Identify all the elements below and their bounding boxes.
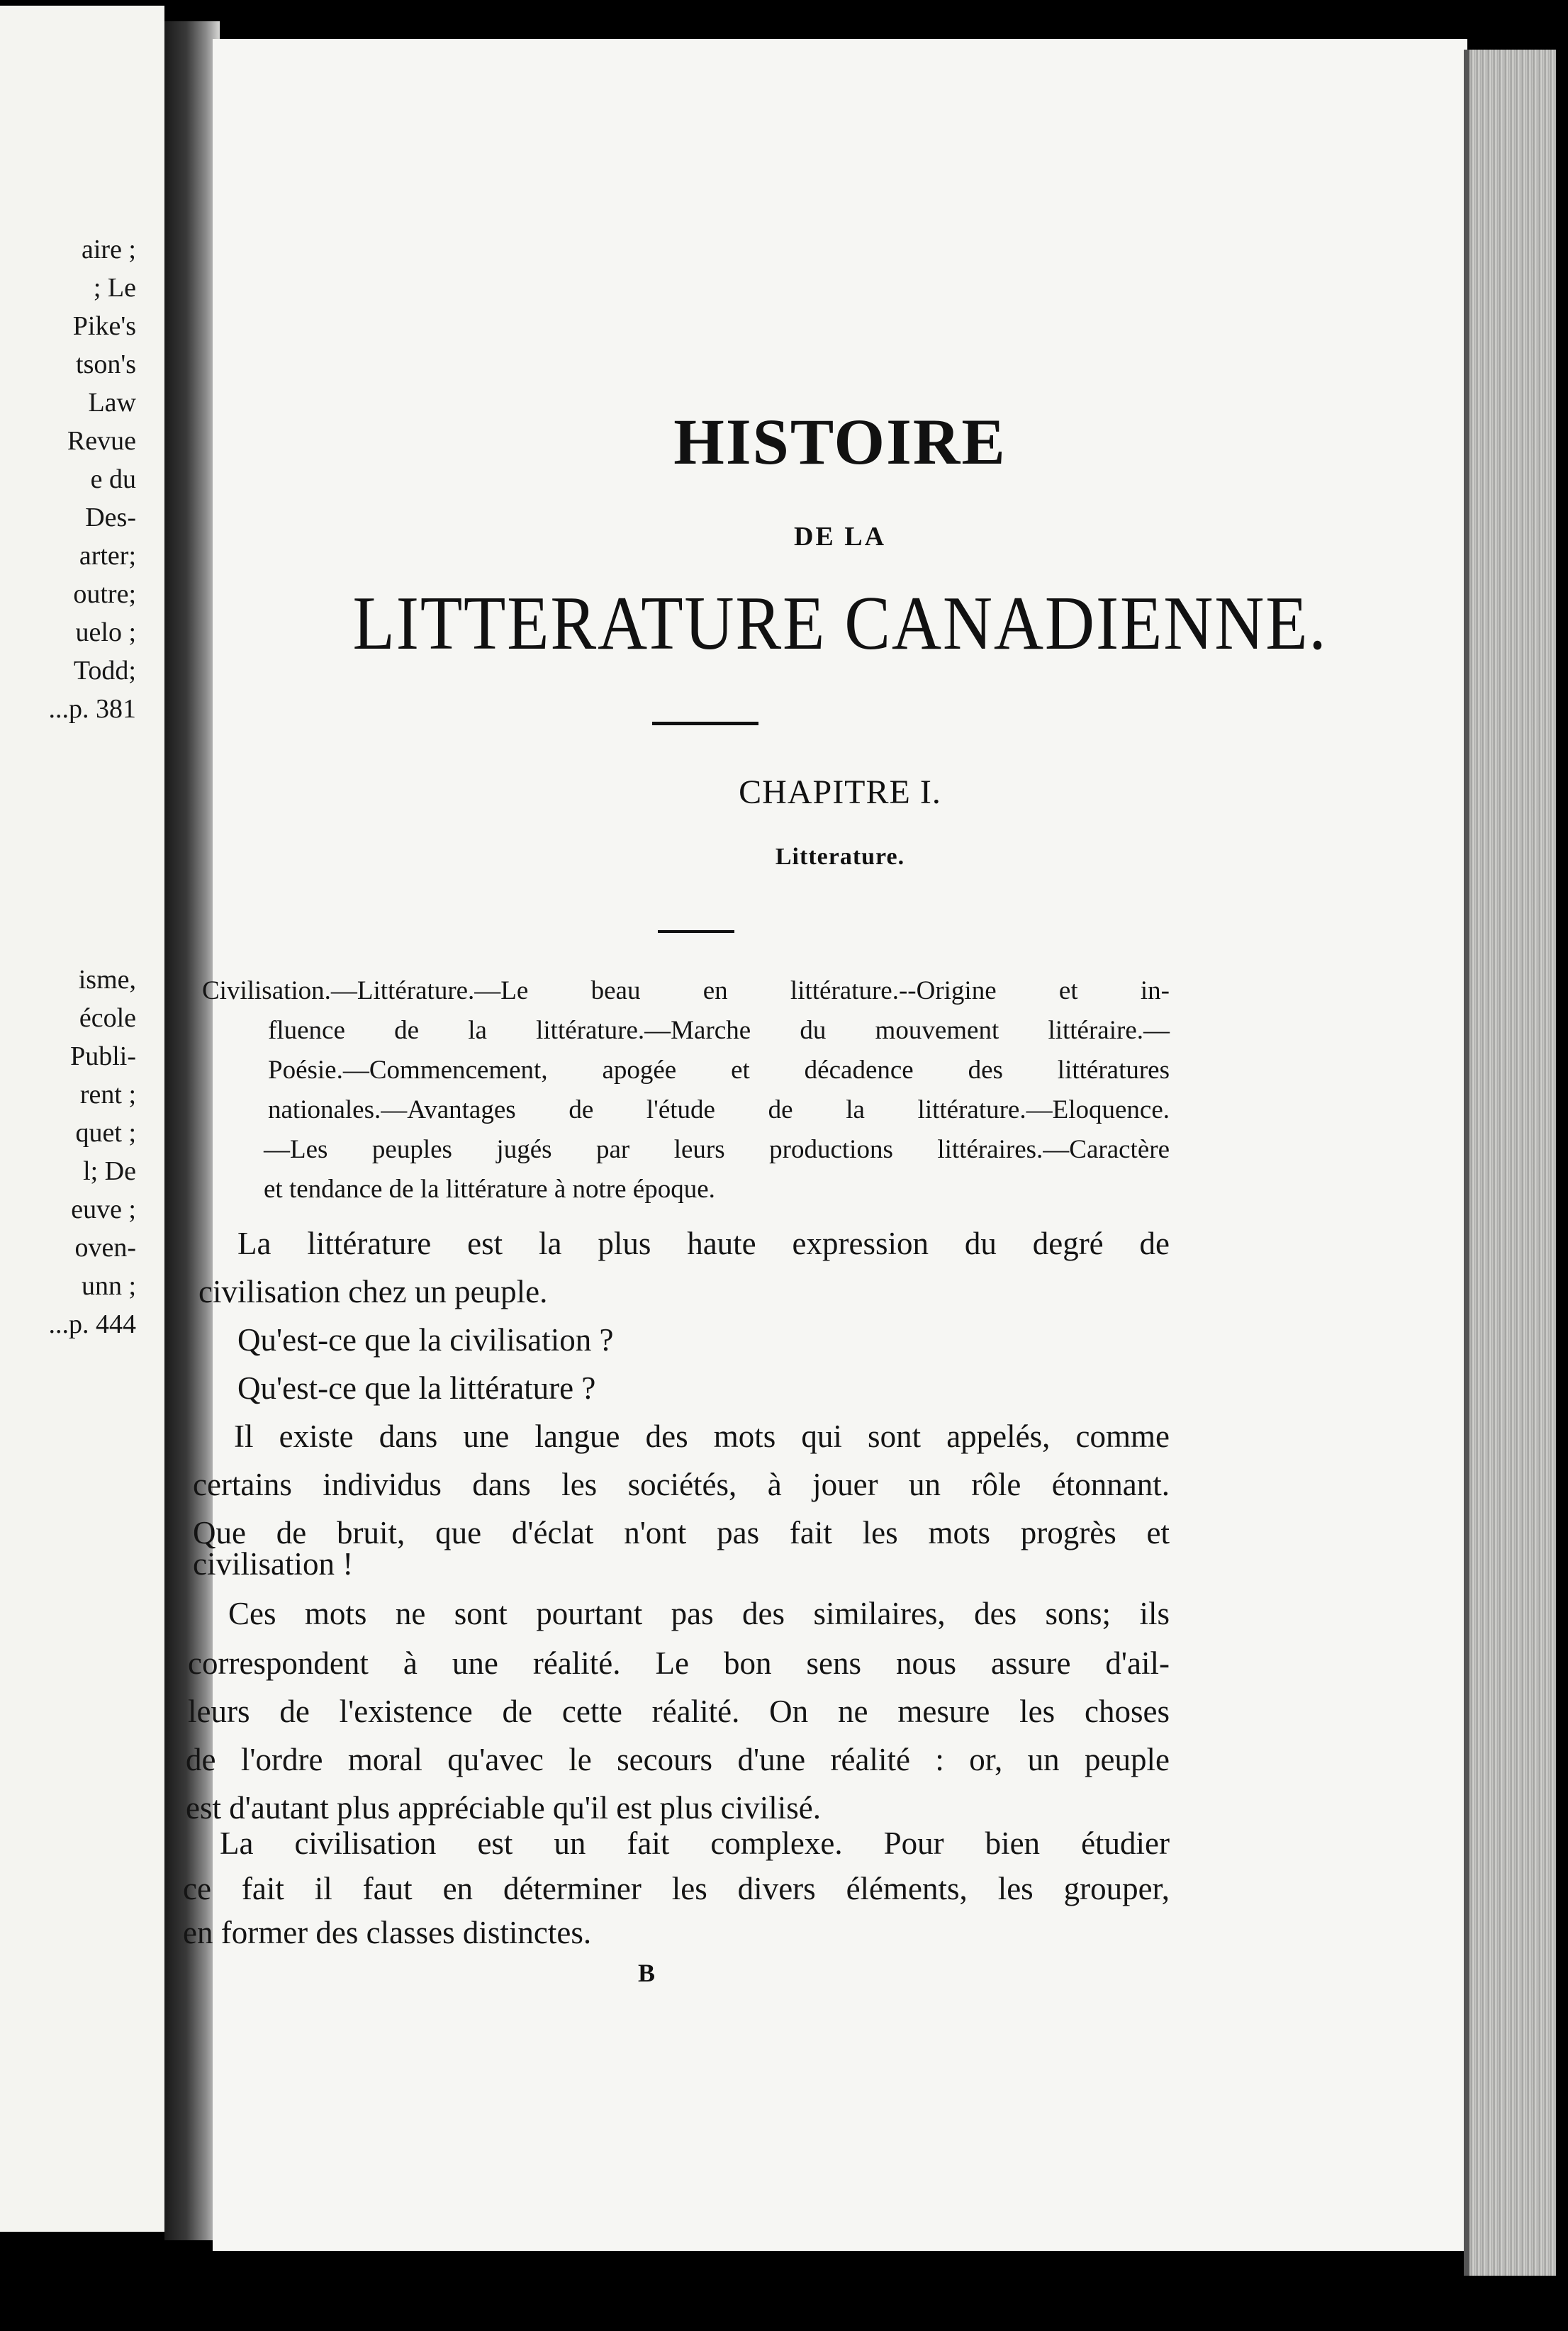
left-page-line: aire ;: [81, 235, 136, 264]
left-page-line: Pike's: [72, 311, 136, 341]
left-facing-page: [0, 6, 164, 2232]
left-page-line: Des-: [85, 503, 136, 532]
title-de-la: DE LA: [793, 522, 887, 552]
chapter-heading: CHAPITRE I.: [739, 773, 941, 811]
summary-line: et tendance de la littérature à notre époque.: [264, 1175, 715, 1204]
left-page-line: euve ;: [71, 1195, 136, 1224]
left-page-line: tson's: [76, 350, 136, 379]
body-line: est d'autant plus appréciable qu'il est plus civilisé.: [186, 1790, 822, 1826]
body-line: leurs de l'existence de cette réalité. On ne mesure les choses: [188, 1694, 1170, 1729]
body-line: Ces mots ne sont pourtant pas des similaires, des sons; ils: [228, 1596, 1170, 1631]
left-page-line: Law: [88, 388, 136, 418]
summary-line: Poésie.—Commencement, apogée et décadence des littératures: [268, 1056, 1170, 1085]
summary-line: fluence de la littérature.—Marche du mouvement littéraire.—: [268, 1016, 1170, 1045]
body-line: Que de bruit, que d'éclat n'ont pas fait les mots progrès et: [193, 1515, 1170, 1550]
left-page-line: ...p. 381: [48, 694, 136, 724]
body-line: La littérature est la plus haute expression du degré de: [237, 1226, 1170, 1261]
book-gutter: [164, 21, 220, 2240]
page-edges: [1464, 50, 1556, 2276]
body-line: civilisation chez un peuple.: [198, 1274, 548, 1309]
title-rule: [652, 722, 758, 725]
body-line: correspondent à une réalité. Le bon sens nous assure d'ail-: [188, 1645, 1170, 1681]
left-page-line: l; De: [83, 1156, 136, 1186]
left-page-line: rent ;: [79, 1080, 136, 1109]
left-page-line: Todd;: [73, 656, 136, 686]
body-line: Qu'est-ce que la civilisation ?: [237, 1322, 614, 1358]
body-line: de l'ordre moral qu'avec le secours d'une réalité : or, un peuple: [186, 1742, 1170, 1777]
summary-line: nationales.—Avantages de l'étude de la littérature.—Eloquence.: [268, 1095, 1170, 1124]
left-page-line: outre;: [73, 579, 136, 609]
left-page-line: uelo ;: [75, 617, 136, 647]
book-main-title: LITTERATURE CANADIENNE.: [352, 581, 1328, 666]
left-page-line: oven-: [74, 1233, 136, 1263]
left-page-line: e du: [90, 464, 136, 494]
left-page-line: Publi-: [70, 1041, 136, 1071]
left-page-line: unn ;: [81, 1271, 136, 1301]
chapter-subtitle: Litterature.: [775, 844, 905, 870]
left-page-line: école: [79, 1003, 136, 1033]
chapter-rule: [658, 930, 734, 933]
signature-mark: B: [638, 1959, 656, 1987]
page-edge-shadow: [1464, 50, 1469, 2276]
left-page-line: arter;: [79, 541, 136, 571]
left-page-line: ...p. 444: [48, 1309, 136, 1339]
summary-line: —Les peuples jugés par leurs productions littéraires.—Caractère: [264, 1135, 1170, 1164]
body-line: La civilisation est un fait complexe. Pour bien étudier: [220, 1826, 1170, 1861]
body-line: civilisation !: [193, 1546, 354, 1582]
left-page-line: quet ;: [75, 1118, 136, 1148]
left-page-line: ; Le: [93, 273, 136, 303]
body-line: Il existe dans une langue des mots qui sont appelés, comme: [234, 1419, 1170, 1454]
body-line: ce fait il faut en déterminer les divers éléments, les grouper,: [183, 1871, 1170, 1906]
book-title: HISTOIRE: [673, 406, 1007, 478]
body-line: Qu'est-ce que la littérature ?: [237, 1370, 596, 1406]
body-line: en former des classes distinctes.: [183, 1915, 592, 1950]
left-page-line: Revue: [67, 426, 136, 456]
body-line: certains individus dans les sociétés, à jouer un rôle étonnant.: [193, 1467, 1170, 1502]
left-page-line: isme,: [78, 965, 136, 995]
summary-line: Civilisation.—Littérature.—Le beau en littérature.--Origine et in-: [202, 976, 1170, 1005]
